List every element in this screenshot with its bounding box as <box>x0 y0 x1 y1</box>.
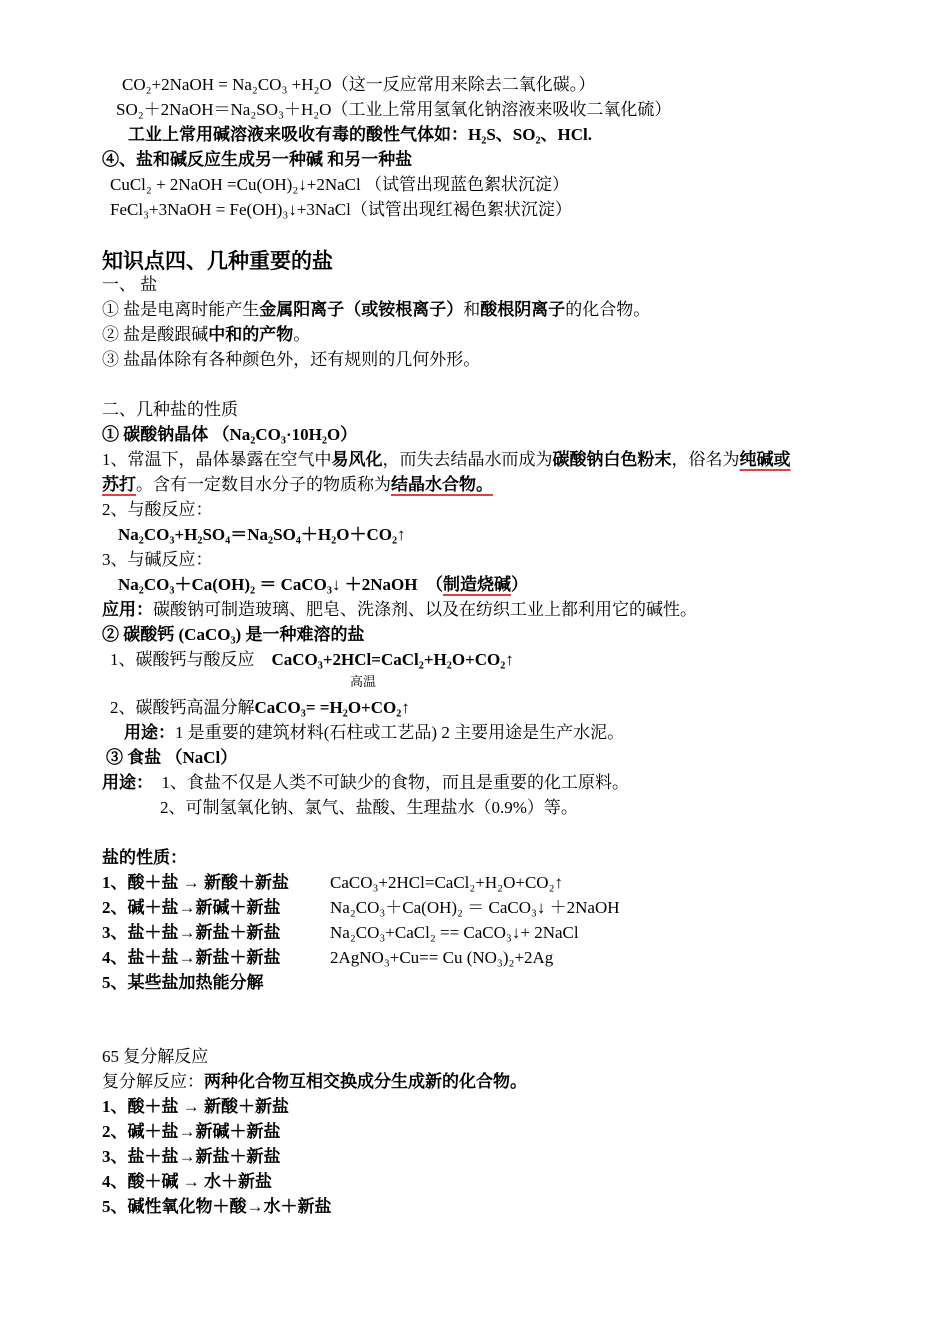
salt-rule: 5、某些盐加热能分解 <box>102 973 264 992</box>
section-65-title: 65 复分解反应 <box>102 1047 209 1066</box>
reaction-line-6: FeCl₃+3NaOH = Fe(OH)₃↓+3NaCl（试管出现红褐色絮状沉淀） <box>110 200 572 219</box>
salt-rule: 2、碱＋盐→新碱＋新盐 <box>102 898 281 917</box>
reaction-line-4: ④、盐和碱反应生成另一种碱 和另一种盐 <box>102 150 413 169</box>
reaction-line-1: CO₂+2NaOH = Na₂CO₃ +H₂O（这一反应常用来除去二氧化碳。） <box>122 75 596 94</box>
na2co3-title: ① 碳酸钠晶体 （Na₂CO₃·10H₂O） <box>102 425 358 444</box>
salt-rule: 4、盐＋盐→新盐＋新盐 <box>102 948 281 967</box>
salt-rule: 1、酸＋盐 → 新酸＋新盐 <box>102 873 289 892</box>
nacl-use-line-1: 用途： 1、食盐不仅是人类不可缺少的食物，而且是重要的化工原料。 <box>102 773 629 792</box>
list-item: 5、碱性氧化物＋酸→水＋新盐 <box>102 1197 332 1216</box>
salt-equation: Na₂CO₃＋Ca(OH)₂ ＝ CaCO₃↓ ＋2NaOH <box>330 898 620 917</box>
high-temp-label: 高温 <box>350 674 377 689</box>
paragraph-2: ② 盐是酸跟碱中和的产物。 <box>102 325 311 344</box>
reaction-line-5: CuCl₂ + 2NaOH =Cu(OH)₂↓+2NaCl （试管出现蓝色絮状沉淀） <box>110 175 569 194</box>
na2co3-line-2: 苏打。含有一定数目水分子的物质称为结晶水合物。 <box>102 475 493 494</box>
list-item: 2、碱＋盐→新碱＋新盐 <box>102 1122 281 1141</box>
nacl-title: ③ 食盐 （NaCl） <box>106 748 238 767</box>
na2co3-line-1: 1、常温下，晶体暴露在空气中易风化，而失去结晶水而成为碳酸钠白色粉末，俗名为纯碱或 <box>102 450 791 469</box>
salt-equation: Na₂CO₃+CaCl₂ == CaCO₃↓+ 2NaCl <box>330 923 579 942</box>
nacl-use-line-2: 2、可制氢氧化钠、氯气、盐酸、生理盐水（0.9%）等。 <box>160 798 578 817</box>
list-item: 3、盐＋盐→新盐＋新盐 <box>102 1147 281 1166</box>
salt-props-title: 盐的性质： <box>102 848 187 867</box>
reaction-line-3: 工业上常用碱溶液来吸收有毒的酸性气体如：H₂S、SO₂、HCl. <box>128 125 593 144</box>
caco3-use-line: 用途：1 是重要的建筑材料(石柱或工艺品) 2 主要用途是生产水泥。 <box>124 723 625 742</box>
salt-rule: 3、盐＋盐→新盐＋新盐 <box>102 923 281 942</box>
caco3-decomp-line: 2、碳酸钙高温分解CaCO₃= =H₂O+CO₂↑ <box>110 698 410 717</box>
caco3-title: ② 碳酸钙 (CaCO₃) 是一种难溶的盐 <box>102 625 365 644</box>
paragraph-1: ① 盐是电离时能产生金属阳离子（或铵根离子）和酸根阴离子的化合物。 <box>102 300 651 319</box>
application-line: 应用：碳酸钠可制造玻璃、肥皂、洗涤剂、以及在纺织工业上都利用它的碱性。 <box>102 600 697 619</box>
reaction-line-2: SO₂＋2NaOH＝Na₂SO₃＋H₂O（工业上常用氢氧化钠溶液来吸收二氧化硫） <box>116 100 672 119</box>
base-reaction-equation: Na₂CO₃＋Ca(OH)₂ ＝ CaCO₃↓ ＋2NaOH （制造烧碱） <box>118 575 528 594</box>
caco3-acid-line: 1、碳酸钙与酸反应 CaCO₃+2HCl=CaCl₂+H₂O+CO₂↑ <box>110 650 514 669</box>
subheading-properties: 二、几种盐的性质 <box>102 400 238 419</box>
acid-reaction-equation: Na₂CO₃+H₂SO₄＝Na₂SO₄＋H₂O＋CO₂↑ <box>118 525 406 544</box>
salt-equation: CaCO₃+2HCl=CaCl₂+H₂O+CO₂↑ <box>330 873 564 892</box>
list-item: 4、酸＋碱 → 水＋新盐 <box>102 1172 272 1191</box>
salt-equation: 2AgNO₃+Cu== Cu (NO₃)₂+2Ag <box>330 948 554 967</box>
list-item: 1、酸＋盐 → 新酸＋新盐 <box>102 1097 289 1116</box>
acid-reaction-label: 2、与酸反应： <box>102 500 213 519</box>
section-title: 知识点四、几种重要的盐 <box>102 249 333 273</box>
base-reaction-label: 3、与碱反应： <box>102 550 213 569</box>
subheading-salt: 一、 盐 <box>102 275 158 294</box>
paragraph-3: ③ 盐晶体除有各种颜色外，还有规则的几何外形。 <box>102 350 481 369</box>
metathesis-definition: 复分解反应：两种化合物互相交换成分生成新的化合物。 <box>102 1072 527 1091</box>
